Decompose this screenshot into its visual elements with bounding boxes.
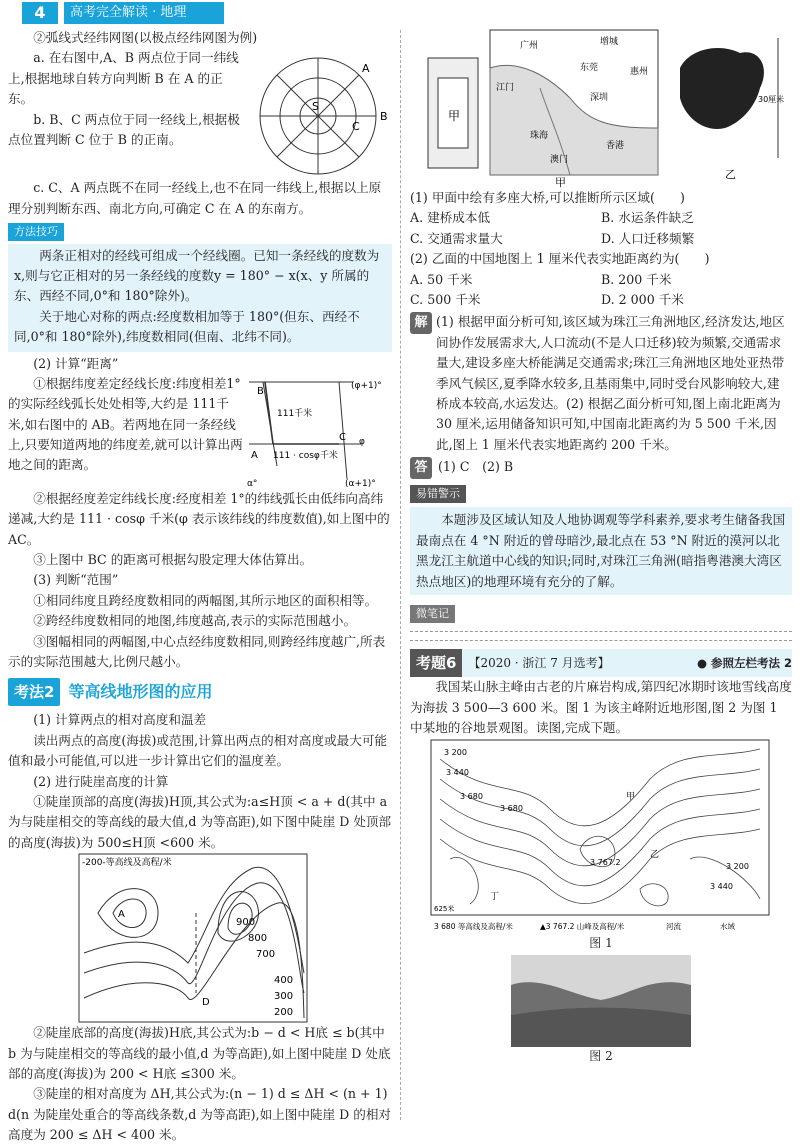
para-range: (3) 判断“范围” <box>33 572 119 588</box>
distance-block <box>8 374 392 489</box>
f1-yi: 乙 <box>650 849 660 860</box>
option-2d[interactable]: D. 2 000 千米 <box>601 291 684 307</box>
f1-3680a: 3 680 <box>460 791 483 801</box>
f1-peak: 3 767.2 <box>590 857 621 867</box>
answer-text: (1) C (2) B <box>438 459 514 475</box>
label-A: A <box>362 62 370 76</box>
c-label-200: 200 <box>274 1007 294 1019</box>
para-q4: ①陡崖顶部的高度(海拔)H顶,其公式为:a≤H顶 < a + d(其中 a 为与陡崖相交的等高线的最大值,d 为等高距),如下图中陡崖 D 处顶部的高度(海拔)为 500≤H顶 <600 米。 <box>8 793 392 850</box>
label-C: C <box>352 120 360 134</box>
solution-icon: 解 <box>410 312 432 334</box>
c-label-D: D <box>202 997 210 1009</box>
polar-grid-figure <box>240 48 390 178</box>
map-shenzhen: 深圳 <box>590 93 609 103</box>
f1-ding: 丁 <box>490 891 500 902</box>
map-zhuhai: 珠海 <box>530 131 549 141</box>
page-header <box>0 0 800 26</box>
mistake-box <box>410 507 792 595</box>
contour-figure <box>78 853 308 1023</box>
g-label-B: B <box>257 385 264 397</box>
map-jia <box>410 28 660 188</box>
polar-block <box>8 48 392 178</box>
map-yi-caption: 乙 <box>725 168 736 181</box>
options-2b <box>410 290 792 310</box>
c-label-700: 700 <box>256 949 276 961</box>
kaofa-heading <box>8 678 392 706</box>
label-B: B <box>380 110 388 124</box>
figure2-caption: 图 2 <box>589 1049 613 1064</box>
question-1: (1) 甲面中绘有多座大桥,可以推断所示区域( ) <box>410 190 685 205</box>
map-figures <box>410 28 792 188</box>
options-2a <box>410 270 792 290</box>
f1-3200a: 3 200 <box>444 747 467 757</box>
map-yi <box>660 28 790 188</box>
method-p1: 两条正相对的经线可组成一个经线圈。已知一条经线的度数为 x,则与它正相对的另一条经线的度数y = 180° − x(x、y 所属的东、西经不同,0°和 180°除外)。 <box>14 247 380 304</box>
para-range-3: ③图幅相同的两幅图,中心点经纬度数相同,则跨经纬度越广,所表示的实际范围越大,比例尺越小。 <box>8 633 386 670</box>
book-title: 高考完全解读 · 地理 <box>64 2 224 24</box>
f1-scale: 625米 <box>434 904 455 913</box>
c-label-800: 800 <box>248 933 268 945</box>
g-label-phi: φ <box>359 436 365 447</box>
option-1b[interactable]: B. 水运条件缺乏 <box>601 210 694 226</box>
solution-block <box>410 312 792 455</box>
f1-legend-river: 河流 <box>666 921 681 931</box>
f1-legend-water: 水域 <box>720 921 735 931</box>
figure1-topomap <box>430 739 770 934</box>
para-q5: ②陡崖底部的高度(海拔)H底,其公式为:b − d < H底 ≤ b(其中 b 为与陡崖相交的等高线的最小值,d 为等高距),如上图中陡崖 D 处底部的高度(海拔)为 200 < H底 ≤300 米。 <box>8 1025 391 1081</box>
f1-jia: 甲 <box>626 791 636 802</box>
column-divider <box>400 30 401 1120</box>
kaoti-ref: ● 参照左栏考法 2 <box>696 656 792 671</box>
notes-line-2 <box>410 640 792 641</box>
kaofa-title: 等高线地形图的应用 <box>68 682 213 702</box>
c-label-300: 300 <box>274 991 294 1003</box>
options-1a <box>410 208 792 228</box>
notes-tag: 微笔记 <box>410 605 455 623</box>
map-dongguan: 东莞 <box>580 63 599 73</box>
option-1a[interactable]: A. 建桥成本低 <box>410 210 491 226</box>
para-lat-diff: ①根据纬度差定经线长度:纬度相差1°的实际经线弧长处处相等,大约是 111千米,如右图中的 AB。若两地在同一条经线上,只要知道两地的纬度差,就可以计算出两地之间的距离。 <box>8 375 243 473</box>
para-q3: (2) 进行陡崖高度的计算 <box>33 773 169 789</box>
map-aomen: 澳门 <box>550 155 569 165</box>
para-q1: (1) 计算两点的相对高度和温差 <box>33 712 207 728</box>
g-label-A: A <box>251 449 258 461</box>
g-label-cos: 111 · cosφ千米 <box>273 450 338 461</box>
kaoti-label: 考题6 <box>410 649 462 677</box>
f1-legend-peak: ▲3 767.2 山峰及高程/米 <box>540 921 625 931</box>
method-p2: 关于地心对称的两点:经度数相加等于 180°(但东、西经不同,0°和 180°除外),纬度数相同(但南、北纬不同)。 <box>14 308 360 345</box>
map-jia-label: 甲 <box>448 109 461 123</box>
map-jiangmen: 江门 <box>496 83 515 93</box>
left-column <box>8 28 392 1146</box>
para-b: b. B、C 两点位于同一经线上,根据极点位置判断 C 位于 B 的正南。 <box>8 111 240 147</box>
g-label-phi1: (φ+1)° <box>351 380 382 391</box>
right-column <box>410 28 792 1066</box>
para-range-1: ①相同纬度且跨经度数相同的两幅图,其所示地区的面积相等。 <box>33 592 378 608</box>
mistake-text: 本题涉及区域认知及人地协调观等学科素养,要求考生储备我国最南点在 4 °N 附近的曾母暗沙,最北点在 53 °N 附近的漠河以北黑龙江主航道中心线的知识;同时,对珠江三角洲(暗指粤港澳大湾区热点地区)的地理环境有充分的了解。 <box>416 512 786 589</box>
map-jia-caption: 甲 <box>555 176 566 188</box>
answer-icon: 答 <box>410 457 432 479</box>
para-arc-grid: ②弧线式经纬网图(以极点经纬网图为例) <box>33 30 258 45</box>
kaoti-text: 我国某山脉主峰由古老的片麻岩构成,第四纪冰期时该地雪线高度为海拔 3 500—3 600 米。图 1 为该主峰附近地形图,图 2 为图 1 中某地的谷地景观图。读图,完成下题。 <box>410 679 792 736</box>
g-label-alpha1: (α+1)° <box>345 478 376 489</box>
option-2c[interactable]: C. 500 千米 <box>410 291 481 307</box>
option-1c[interactable]: C. 交通需求量大 <box>410 230 503 246</box>
f1-3680b: 3 680 <box>500 803 523 813</box>
para-bc: ③上图中 BC 的距离可根据勾股定理大体估算出。 <box>33 552 313 568</box>
notes-line-1 <box>410 631 792 632</box>
f1-3440b: 3 440 <box>710 881 733 891</box>
solution-text: (1) 根据甲面分析可知,该区域为珠江三角洲地区,经济发达,地区间协作发展需求大,人口流动(不是人口迁移)较为频繁,交通需求量大,建设多座大桥能满足交通需求;珠江三角洲地区地处亚热带季风气候区,夏季降水较多,且基雨集中,同时受台风影响较大,建桥成本较高,水运发达。(2) 根据乙面分析可知,图上南北距离为 30 厘米,运用储备知识可知,中国南北距离约为 5 500 千米,因此,图上 1 厘米代表实地距离约 200 千米。 <box>436 314 785 452</box>
map-hongkong: 香港 <box>606 141 625 151</box>
contour-legend: -200-等高线及高程/米 <box>82 858 172 869</box>
c-label-400: 400 <box>274 975 294 987</box>
map-zengcheng: 增城 <box>600 37 619 47</box>
f1-3440: 3 440 <box>446 767 469 777</box>
page-number: 4 <box>22 2 58 24</box>
kaoti-heading <box>410 649 792 677</box>
kaoti-source: 【2020 · 浙江 7 月选考】 <box>468 655 610 670</box>
para-q2: 读出两点的高度(海拔)或范围,计算出两点的相对高度或最大可能值和最小可能值,可以进一步计算出它们的温度差。 <box>8 732 388 769</box>
g-label-C: C <box>339 431 346 443</box>
figure2-photo <box>511 955 691 1047</box>
g-label-111: 111千米 <box>277 408 313 419</box>
map-guangzhou: 广州 <box>520 41 539 51</box>
options-1b <box>410 229 792 249</box>
c-label-A: A <box>118 909 125 921</box>
method-box <box>8 244 392 352</box>
para-q6: ③陡崖的相对高度为 ΔH,其公式为:(n − 1) d ≤ ΔH < (n + 1) d(n 为陡崖处重合的等高线条数,d 为等高距),如上图中陡崖 D 的相对高度为 200 ≤ ΔH < 400 米。 <box>8 1086 392 1143</box>
option-2b[interactable]: B. 200 千米 <box>601 271 672 287</box>
para-distance: (2) 计算“距离” <box>33 355 119 371</box>
para-range-2: ②跨经纬度数相同的地图,纬度越高,表示的实际范围越小。 <box>33 613 357 629</box>
f1-3200b: 3 200 <box>726 861 749 871</box>
question-2: (2) 乙面的中国地图上 1 厘米代表实地距离约为( ) <box>410 251 710 267</box>
kaofa-label: 考法2 <box>8 678 60 706</box>
figure1-caption: 图 1 <box>589 935 613 950</box>
f1-legend-contour: 3 680 等高线及高程/米 <box>434 921 513 931</box>
map-scale: 30厘米 <box>758 95 785 104</box>
grid-distance-figure <box>243 374 391 489</box>
para-c: c. C、A 两点既不在同一经线上,也不在同一纬线上,根据以上原理分别判断东西、南北方向,可确定 C 在 A 的东南方。 <box>8 180 382 216</box>
label-S: S <box>312 100 319 114</box>
answer-block <box>410 457 792 479</box>
option-1d[interactable]: D. 人口迁移频繁 <box>601 230 695 246</box>
g-label-alpha: α° <box>247 478 258 489</box>
option-2a[interactable]: A. 50 千米 <box>410 271 473 287</box>
para-a: a. 在右图中,A、B 两点位于同一纬线上,根据地球自转方向判断 B 在 A 的正东。 <box>8 50 239 107</box>
c-label-900: 900 <box>236 917 256 929</box>
mistake-tag: 易错警示 <box>410 485 466 503</box>
para-lon-diff: ②根据经度差定纬线长度:经度相差 1°的纬线弧长由低纬向高纬递减,大约是 111 · cosφ 千米(φ 表示该纬线的纬度数值),如上图中的 AC。 <box>8 490 390 547</box>
map-huizhou: 惠州 <box>630 67 649 77</box>
method-tag: 方法技巧 <box>8 223 64 241</box>
